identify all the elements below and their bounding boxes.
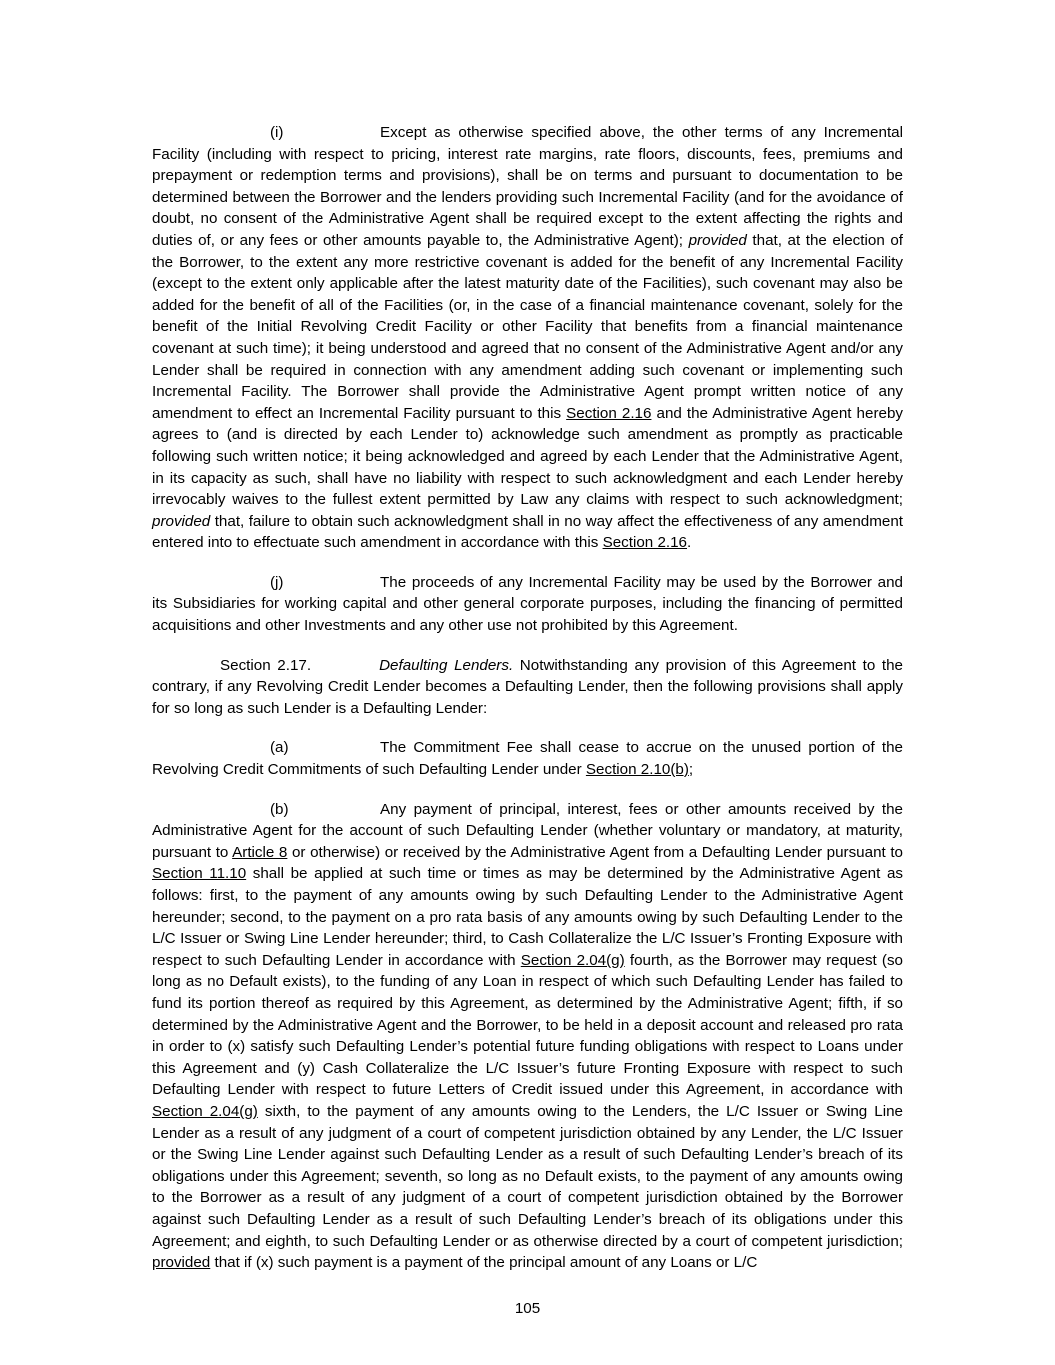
- text-run: Any payment of principal, interest, fees or other amounts received by the Administrative Agent for the account of such Defaulting Lender (whether voluntary or mandatory, at maturity, pursuant to: [152, 800, 903, 861]
- text-run: that if (x) such payment is a payment of the principal amount of any Loans or L/C: [210, 1254, 758, 1272]
- paragraph: [152, 799, 903, 1274]
- cross-reference: Section 2.16: [566, 404, 652, 422]
- paragraph: [152, 572, 903, 637]
- paragraph-text: [152, 124, 903, 551]
- text-run: The proceeds of any Incremental Facility may be used by the Borrower and its Subsidiaries for working capital and other general corporate purposes, including the financing of permitted acquisitions and other Investments and any other use not prohibited by this Agreement.: [152, 573, 903, 635]
- text-run: and the Administrative Agent hereby agrees to (and is directed by each Lender to) acknowledge such amendment as promptly as practicable following such written notice; it being acknowledged and agreed by each Lender that the Administrative Agent, in its capacity as such, shall have no liability with respect to such acknowledgment and each Lender hereby irrevocably waives to the fullest extent permitted by Law any claims with respect to such acknowledgment;: [152, 404, 903, 509]
- cross-reference: Section 2.10(b): [585, 761, 689, 779]
- paragraph-text: [152, 739, 903, 778]
- text-run: sixth, to the payment of any amounts owing to the Lenders, the L/C Issuer or Swing Line Lender as a result of any judgment of a court of competent jurisdiction obtained by any Lender, the L/C Issuer or the Swing Line Lender against such Defaulting Lender as a result of such Defaulting Lender’s breach of its obligations under this Agreement; seventh, so long as no Default exists, to the payment of any amounts owing to the Borrower as a result of any judgment of a court of competent jurisdiction obtained by the Borrower against such Defaulting Lender as a result of such Defaulting Lender’s breach of its obligations under this Agreement; and eighth, to such Defaulting Lender or as otherwise directed by a court of competent jurisdiction;: [152, 1102, 903, 1250]
- paragraph: [152, 737, 903, 780]
- text-run: Except as otherwise specified above, the other terms of any Incremental Facility (including with respect to pricing, interest rate margins, rate floors, discounts, fees, premiums and prepayment or redemption terms and provisions), shall be on terms and pursuant to documentation to be determined between the Borrower and the lenders providing such Incremental Facility (and for the avoidance of doubt, no consent of the Administrative Agent shall be required except to the extent affecting the rights and duties of, or any fees or other amounts payable to, the Administrative Agent);: [152, 124, 903, 249]
- text-run: provided: [688, 231, 747, 249]
- text-run: or otherwise) or received by the Administrative Agent from a Defaulting Lender pursuant to: [287, 843, 903, 861]
- paragraph-text: [152, 801, 903, 1271]
- paragraph-marker-label: (i): [270, 124, 284, 141]
- cross-reference: Section 11.10: [152, 865, 247, 883]
- paragraph-marker-label: (j): [270, 573, 284, 591]
- text-run: ;: [688, 761, 694, 779]
- text-run: .: [687, 534, 692, 552]
- cross-reference: Section 2.04(g): [152, 1102, 258, 1120]
- paragraph-text: [152, 574, 903, 634]
- text-run: that, failure to obtain such acknowledgment shall in no way affect the effectiveness of any amendment entered into to effectuate such amendment in accordance with this: [152, 512, 903, 552]
- text-run: provided: [152, 512, 211, 530]
- page-number: 105: [514, 1300, 541, 1317]
- text-run: shall be applied at such time or times as may be determined by the Administrative Agent as follows: first, to the payment of any amounts owing by such Defaulting Lender to the Administrative Agent hereunder; second, to the payment on a pro rata basis of any amounts owing by such Defaulting Lender to the L/C Issuer or Swing Line Lender hereunder; third, to Cash Collateralize the L/C Issuer’s Fronting Exposure with respect to such Defaulting Lender in accordance with: [152, 865, 903, 969]
- paragraph-marker-label: (b): [270, 800, 289, 818]
- section-heading: Defaulting Lenders.: [379, 656, 514, 674]
- cross-reference: Section 2.04(g): [520, 951, 625, 969]
- paragraph: [152, 122, 903, 554]
- cross-reference: Section 2.16: [602, 534, 687, 552]
- text-run: that, at the election of the Borrower, to the extent any more restrictive covenant is added for the benefit of any Incremental Facility (except to the extent only applicable after the latest maturity date of the Facilities), such covenant may also be added for the benefit of all of the Facilities (or, in the case of a financial maintenance covenant, solely for the benefit of the Initial Revolving Credit Facility or other Facility that benefits from a financial maintenance covenant at such time); it being understood and agreed that no consent of the Administrative Agent and/or any Lender shall be required in connection with any amendment adding such covenant or implementing such Incremental Facility. The Borrower shall provide the Administrative Agent prompt written notice of any amendment to effect an Incremental Facility pursuant to this: [152, 231, 903, 422]
- text-run: fourth, as the Borrower may request (so long as no Default exists), to the funding of any Loan in respect of which such Defaulting Lender has failed to fund its portion thereof as required by this Agreement, as determined by the Administrative Agent; fifth, if so determined by the Administrative Agent and the Borrower, to be held in a deposit account and released pro rata in order to (x) satisfy such Defaulting Lender’s potential future funding obligations with respect to Loans under this Agreement and (y) Cash Collateralize the L/C Issuer’s future Fronting Exposure with respect to such Defaulting Lender with respect to future Letters of Credit issued under this Agreement, in accordance with: [152, 951, 904, 1099]
- section-paragraph: [152, 655, 903, 720]
- paragraph-marker-label: (a): [270, 739, 289, 757]
- text-run: Notwithstanding any provision of this Agreement to the contrary, if any Revolving Credit Lender becomes a Defaulting Lender, then the following provisions shall apply for so long as such Lender is a Defaulting Lender:: [152, 656, 904, 717]
- cross-reference: Article 8: [232, 843, 288, 861]
- cross-reference: provided: [152, 1254, 211, 1272]
- section-number: Section 2.17.: [220, 656, 312, 674]
- text-run: The Commitment Fee shall cease to accrue on the unused portion of the Revolving Credit Commitments of such Defaulting Lender under: [152, 739, 903, 779]
